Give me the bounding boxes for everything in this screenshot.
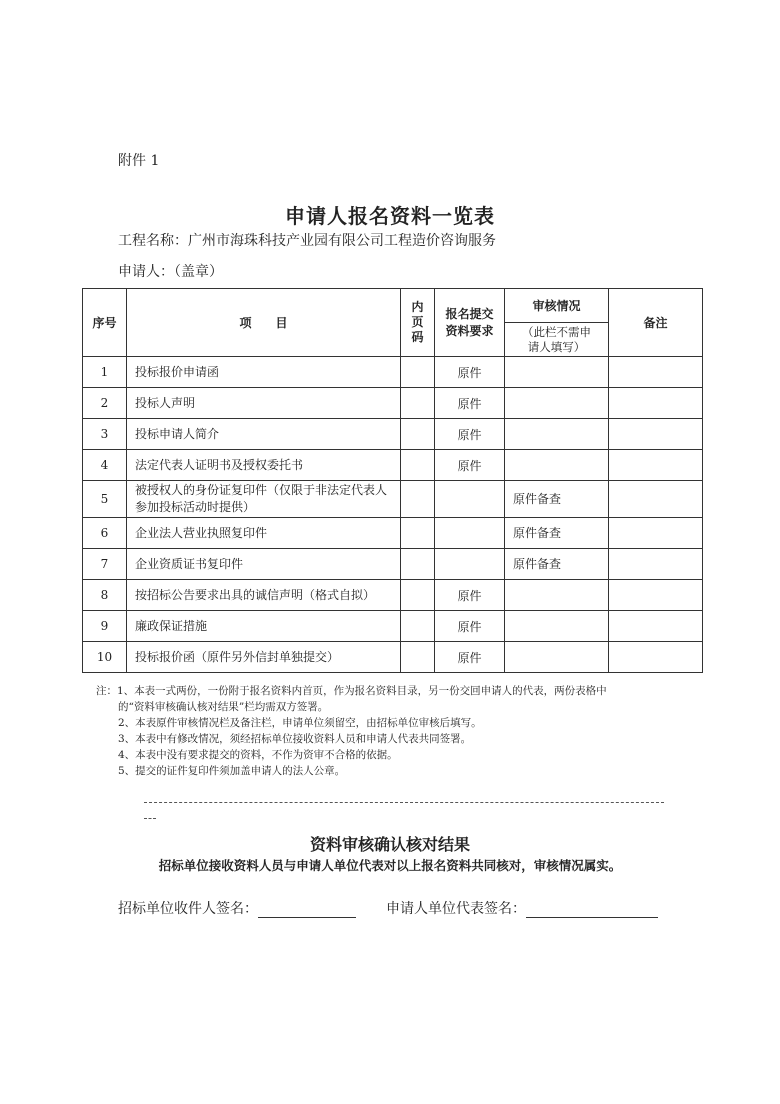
row-remark: [609, 518, 703, 549]
applicant-stamp: 申请人：（盖章）: [118, 264, 223, 280]
table-row: [83, 481, 703, 518]
row-item: 按招标公告要求出具的诚信声明（格式自拟）: [127, 580, 401, 611]
row-req: 原件: [435, 388, 505, 419]
cut-line-end: [144, 818, 156, 819]
row-review: [505, 357, 609, 388]
header-page-no: 内 页 码: [401, 289, 435, 357]
notes-section: [96, 683, 716, 779]
note-line: 4、本表中没有要求提交的资料，不作为资审不合格的依据。: [118, 749, 398, 761]
row-req: 原件: [435, 419, 505, 450]
row-item: 企业法人营业执照复印件: [127, 518, 401, 549]
header-review-note: （此栏不需申 请人填写）: [505, 323, 609, 357]
row-no: 7: [83, 549, 127, 580]
header-requirement: 报名提交 资料要求: [435, 289, 505, 357]
note-line: 3、本表中有修改情况，须经招标单位接收资料人员和申请人代表共同签署。: [118, 733, 472, 745]
table-row: [83, 518, 703, 549]
row-no: 2: [83, 388, 127, 419]
row-no: 3: [83, 419, 127, 450]
row-remark: [609, 388, 703, 419]
row-req: 原件: [435, 642, 505, 673]
row-review: [505, 642, 609, 673]
signature-tenderer-label: 招标单位收件人签名：: [118, 901, 258, 917]
row-review: 原件备查: [505, 518, 609, 549]
signature-applicant-line[interactable]: [526, 901, 658, 918]
row-review: [505, 419, 609, 450]
row-review: [505, 388, 609, 419]
note-line: 5、提交的证件复印件须加盖申请人的法人公章。: [118, 765, 346, 777]
table-header-row: [83, 289, 703, 323]
header-remark: 备注: [609, 289, 703, 357]
row-page: [401, 388, 435, 419]
row-no: 6: [83, 518, 127, 549]
row-remark: [609, 450, 703, 481]
row-page: [401, 450, 435, 481]
signature-tenderer: [118, 898, 356, 918]
row-req: 原件: [435, 450, 505, 481]
header-seq: 序号: [83, 289, 127, 357]
table-row: [83, 450, 703, 481]
row-no: 5: [83, 481, 127, 518]
row-item: 被授权人的身份证复印件（仅限于非法定代表人参加投标活动时提供）: [127, 481, 401, 518]
row-item: 投标申请人简介: [127, 419, 401, 450]
row-item: 投标人声明: [127, 388, 401, 419]
row-req: 原件: [435, 611, 505, 642]
table-row: [83, 611, 703, 642]
signature-applicant: [386, 898, 658, 918]
signature-tenderer-line[interactable]: [258, 901, 356, 918]
document-title: 申请人报名资料一览表: [285, 204, 495, 228]
note-line: 2、本表原件审核情况栏及备注栏，申请单位须留空，由招标单位审核后填写。: [118, 717, 482, 729]
header-review: 审核情况: [505, 289, 609, 323]
row-remark: [609, 611, 703, 642]
row-review: [505, 450, 609, 481]
note-line: 注：1、本表一式两份，一份附于报名资料内首页，作为报名资料目录，另一份交回申请人的代表，两份表格中: [96, 685, 607, 697]
result-title: 资料审核确认核对结果: [309, 835, 470, 854]
table-row: [83, 642, 703, 673]
row-item: 法定代表人证明书及授权委托书: [127, 450, 401, 481]
row-review: 原件备查: [505, 549, 609, 580]
table-row: [83, 580, 703, 611]
header-item: 项 目: [127, 289, 401, 357]
attachment-label: 附件 1: [118, 153, 160, 169]
row-remark: [609, 642, 703, 673]
table-row: [83, 549, 703, 580]
row-remark: [609, 580, 703, 611]
row-no: 10: [83, 642, 127, 673]
materials-table: [82, 288, 703, 673]
table-row: [83, 388, 703, 419]
signature-applicant-label: 申请人单位代表签名：: [386, 901, 526, 917]
row-req: [435, 518, 505, 549]
row-remark: [609, 419, 703, 450]
row-review: [505, 580, 609, 611]
cut-line: [144, 802, 664, 803]
row-page: [401, 642, 435, 673]
row-page: [401, 580, 435, 611]
row-req: 原件: [435, 357, 505, 388]
row-item: 企业资质证书复印件: [127, 549, 401, 580]
row-page: [401, 549, 435, 580]
row-item: 廉政保证措施: [127, 611, 401, 642]
row-page: [401, 481, 435, 518]
table-row: [83, 357, 703, 388]
table-row: [83, 419, 703, 450]
row-review: 原件备查: [505, 481, 609, 518]
note-line: 的“资料审核确认核对结果”栏均需双方签署。: [118, 701, 329, 713]
row-review: [505, 611, 609, 642]
row-remark: [609, 357, 703, 388]
row-page: [401, 611, 435, 642]
row-page: [401, 419, 435, 450]
row-no: 4: [83, 450, 127, 481]
row-remark: [609, 549, 703, 580]
row-req: [435, 481, 505, 518]
result-statement: 招标单位接收资料人员与申请人单位代表对以上报名资料共同核对，审核情况属实。: [158, 858, 622, 873]
row-no: 1: [83, 357, 127, 388]
row-req: 原件: [435, 580, 505, 611]
row-page: [401, 357, 435, 388]
row-item: 投标报价函（原件另外信封单独提交）: [127, 642, 401, 673]
row-req: [435, 549, 505, 580]
row-remark: [609, 481, 703, 518]
row-no: 9: [83, 611, 127, 642]
row-item: 投标报价申请函: [127, 357, 401, 388]
row-page: [401, 518, 435, 549]
project-name: 工程名称：广州市海珠科技产业园有限公司工程造价咨询服务: [118, 233, 496, 249]
row-no: 8: [83, 580, 127, 611]
